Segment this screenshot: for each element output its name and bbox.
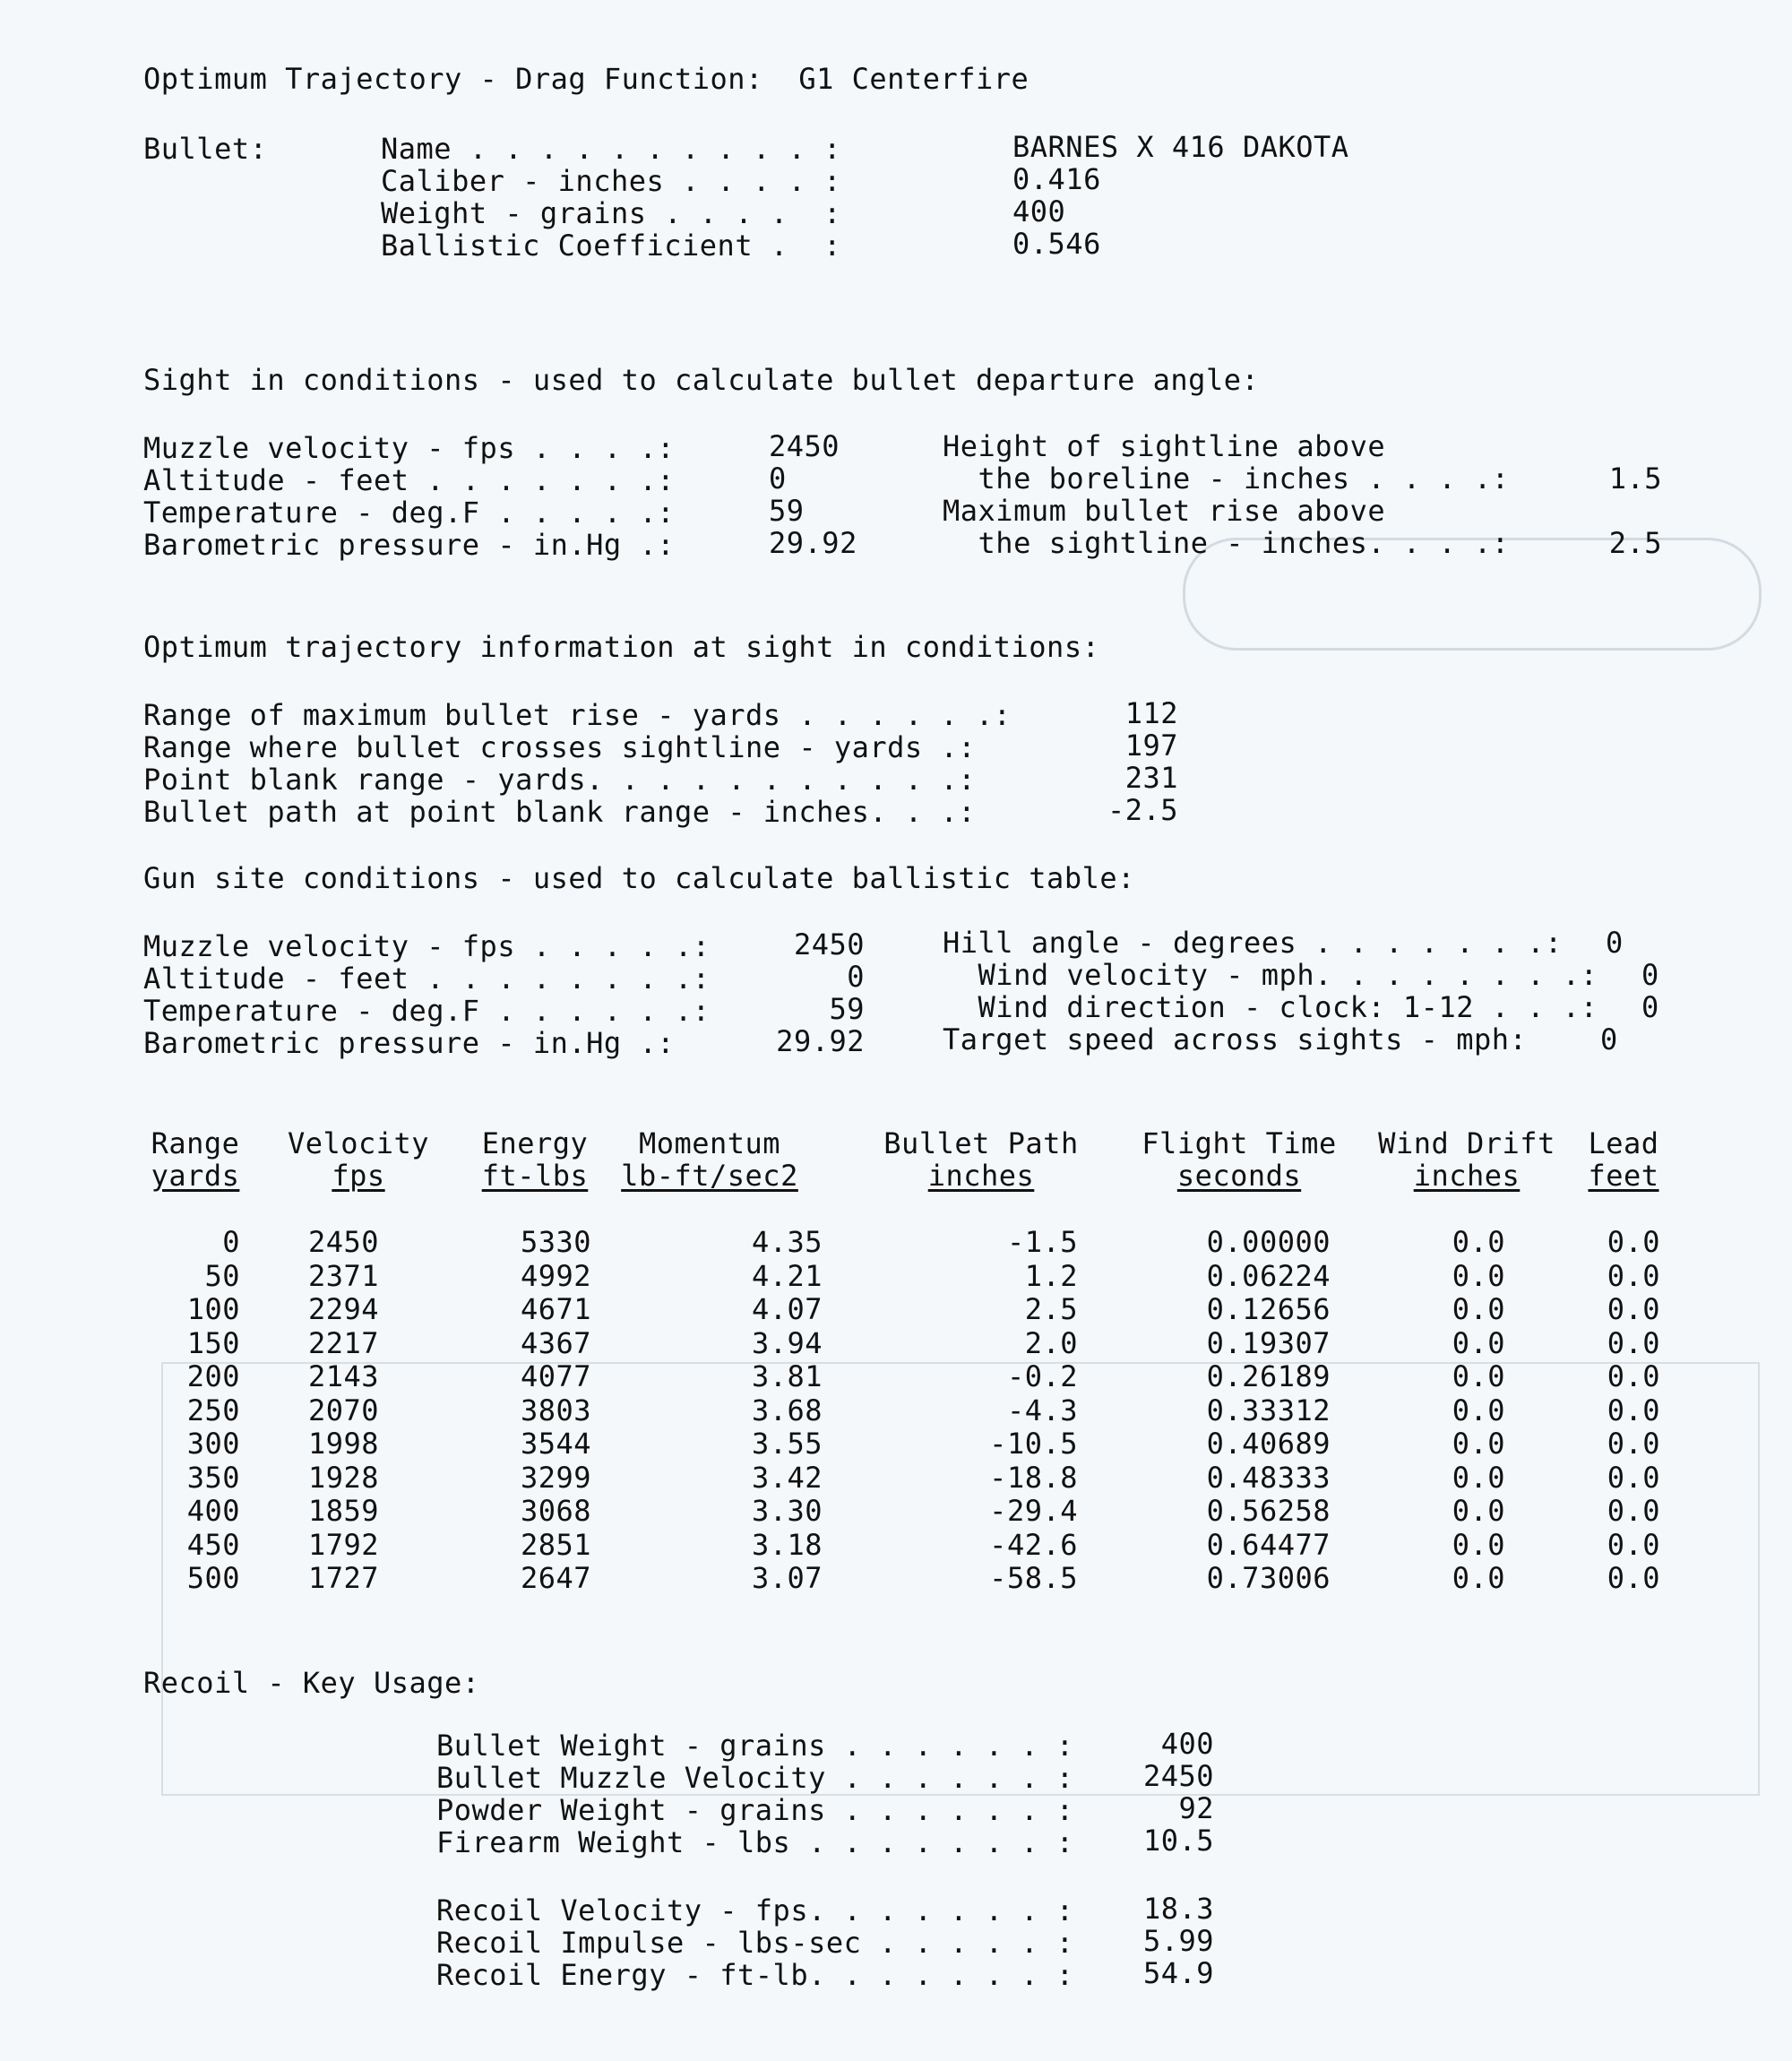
table-cell-velocity: 2070 <box>307 1393 379 1427</box>
table-cell-energy: 3299 <box>520 1460 591 1495</box>
bullet-weight-value: 400 <box>1012 194 1066 229</box>
bullet-caliber-value: 0.416 <box>1012 162 1101 196</box>
recoil-muzzle-velocity-label: Bullet Muzzle Velocity . . . . . . : <box>436 1761 1074 1795</box>
column-unit-momentum: lb-ft/sec2 <box>621 1159 798 1193</box>
table-cell-energy: 2647 <box>520 1561 591 1595</box>
crosses-sightline-label: Range where bullet crosses sightline - yards .: <box>143 730 976 764</box>
table-cell-flight-time: 0.26189 <box>1206 1359 1331 1393</box>
table-cell-velocity: 1727 <box>307 1561 379 1595</box>
target-speed-value: 0 <box>1600 1022 1618 1056</box>
table-cell-lead: 0.0 <box>1607 1460 1660 1495</box>
table-cell-wind-drift: 0.0 <box>1452 1393 1505 1427</box>
table-cell-energy: 3544 <box>520 1427 591 1461</box>
table-cell-range: 250 <box>186 1393 240 1427</box>
max-rise-value: 2.5 <box>1608 526 1662 560</box>
point-blank-path-label: Bullet path at point blank range - inches. . .: <box>143 795 976 829</box>
column-header-momentum: Momentum <box>638 1126 781 1160</box>
point-blank-range-label: Point blank range - yards. . . . . . . . . . .: <box>143 763 976 797</box>
recoil-firearm-weight-label: Firearm Weight - lbs . . . . . . . : <box>436 1825 1074 1859</box>
table-cell-momentum: 3.30 <box>751 1494 823 1528</box>
table-cell-velocity: 2371 <box>307 1258 379 1293</box>
table-cell-wind-drift: 0.0 <box>1452 1325 1505 1360</box>
table-cell-range: 50 <box>204 1258 240 1293</box>
table-cell-bullet-path: -18.8 <box>989 1460 1078 1495</box>
table-cell-lead: 0.0 <box>1607 1225 1660 1259</box>
table-cell-lead: 0.0 <box>1607 1292 1660 1326</box>
column-header-energy: Energy <box>481 1126 589 1160</box>
point-blank-path-value: -2.5 <box>1107 793 1178 827</box>
table-cell-momentum: 3.07 <box>751 1561 823 1595</box>
bullet-name-value: BARNES X 416 DAKOTA <box>1012 130 1349 164</box>
sightline-height-line-1: Height of sightline above <box>943 429 1386 463</box>
table-cell-energy: 4992 <box>520 1258 591 1293</box>
column-unit-velocity: fps <box>332 1159 385 1193</box>
table-cell-wind-drift: 0.0 <box>1452 1225 1505 1259</box>
table-cell-momentum: 4.07 <box>751 1292 823 1326</box>
table-cell-range: 450 <box>186 1527 240 1562</box>
wind-velocity-value: 0 <box>1641 958 1659 992</box>
table-cell-range: 150 <box>186 1325 240 1360</box>
table-cell-lead: 0.0 <box>1607 1325 1660 1360</box>
recoil-heading: Recoil - Key Usage: <box>143 1666 480 1700</box>
table-cell-flight-time: 0.64477 <box>1206 1527 1331 1562</box>
table-cell-energy: 4367 <box>520 1325 591 1360</box>
table-cell-energy: 4077 <box>520 1359 591 1393</box>
gun-site-pressure-label: Barometric pressure - in.Hg .: <box>143 1026 675 1060</box>
hill-angle-value: 0 <box>1606 926 1624 960</box>
table-cell-flight-time: 0.19307 <box>1206 1325 1331 1360</box>
recoil-energy-value: 54.9 <box>1142 1956 1214 1990</box>
column-header-bullet-path: Bullet Path <box>883 1126 1079 1160</box>
table-cell-momentum: 3.81 <box>751 1359 823 1393</box>
recoil-bullet-weight-value: 400 <box>1160 1727 1214 1761</box>
table-cell-bullet-path: 1.2 <box>1024 1258 1078 1293</box>
table-cell-flight-time: 0.73006 <box>1206 1561 1331 1595</box>
table-cell-lead: 0.0 <box>1607 1359 1660 1393</box>
recoil-firearm-weight-value: 10.5 <box>1142 1824 1214 1858</box>
table-cell-flight-time: 0.40689 <box>1206 1427 1331 1461</box>
sight-in-pressure-value: 29.92 <box>769 526 857 560</box>
table-cell-momentum: 3.42 <box>751 1460 823 1495</box>
column-unit-range: yards <box>151 1159 240 1193</box>
column-header-range: Range <box>151 1126 240 1160</box>
gun-site-altitude-value: 0 <box>847 960 865 994</box>
sight-in-velocity-value: 2450 <box>769 429 840 463</box>
table-cell-velocity: 2294 <box>307 1292 379 1326</box>
table-cell-bullet-path: -1.5 <box>1006 1225 1078 1259</box>
table-cell-lead: 0.0 <box>1607 1561 1660 1595</box>
page-title: Optimum Trajectory - Drag Function: G1 Centerfire <box>143 62 1030 96</box>
table-cell-bullet-path: -0.2 <box>1006 1359 1078 1393</box>
table-cell-range: 100 <box>186 1292 240 1326</box>
bullet-section-label: Bullet: <box>143 132 268 166</box>
table-cell-wind-drift: 0.0 <box>1452 1460 1505 1495</box>
table-cell-range: 0 <box>222 1225 240 1259</box>
table-cell-lead: 0.0 <box>1607 1393 1660 1427</box>
table-cell-energy: 2851 <box>520 1527 591 1562</box>
recoil-impulse-value: 5.99 <box>1142 1924 1214 1958</box>
crosses-sightline-value: 197 <box>1124 729 1178 763</box>
gun-site-temperature-value: 59 <box>829 992 865 1026</box>
sight-in-heading: Sight in conditions - used to calculate bullet departure angle: <box>143 363 1260 397</box>
recoil-powder-weight-label: Powder Weight - grains . . . . . . : <box>436 1793 1074 1827</box>
table-cell-flight-time: 0.33312 <box>1206 1393 1331 1427</box>
table-cell-flight-time: 0.56258 <box>1206 1494 1331 1528</box>
column-header-wind-drift: Wind Drift <box>1378 1126 1555 1160</box>
bullet-bc-value: 0.546 <box>1012 227 1101 261</box>
column-unit-lead: feet <box>1588 1159 1659 1193</box>
table-cell-velocity: 2450 <box>307 1225 379 1259</box>
table-cell-range: 400 <box>186 1494 240 1528</box>
table-cell-wind-drift: 0.0 <box>1452 1494 1505 1528</box>
table-cell-flight-time: 0.12656 <box>1206 1292 1331 1326</box>
column-unit-wind-drift: inches <box>1413 1159 1521 1193</box>
sightline-height-value: 1.5 <box>1608 461 1662 496</box>
gun-site-altitude-label: Altitude - feet . . . . . . . .: <box>143 962 711 996</box>
table-cell-bullet-path: 2.5 <box>1024 1292 1078 1326</box>
table-cell-lead: 0.0 <box>1607 1494 1660 1528</box>
sight-in-altitude-label: Altitude - feet . . . . . . .: <box>143 463 675 497</box>
table-cell-velocity: 1859 <box>307 1494 379 1528</box>
table-cell-momentum: 3.94 <box>751 1325 823 1360</box>
recoil-energy-label: Recoil Energy - ft-lb. . . . . . . : <box>436 1958 1074 1992</box>
bullet-bc-label: Ballistic Coefficient . : <box>381 229 841 263</box>
table-cell-energy: 4671 <box>520 1292 591 1326</box>
wind-direction-value: 0 <box>1641 990 1659 1024</box>
table-cell-lead: 0.0 <box>1607 1527 1660 1562</box>
sight-in-velocity-label: Muzzle velocity - fps . . . .: <box>143 431 675 465</box>
table-cell-bullet-path: -58.5 <box>989 1561 1078 1595</box>
table-cell-energy: 3068 <box>520 1494 591 1528</box>
bullet-caliber-label: Caliber - inches . . . . : <box>381 164 841 198</box>
table-cell-flight-time: 0.06224 <box>1206 1258 1331 1293</box>
table-cell-bullet-path: -29.4 <box>989 1494 1078 1528</box>
wind-direction-label: Wind direction - clock: 1-12 . . .: <box>943 990 1598 1024</box>
gun-site-pressure-value: 29.92 <box>776 1024 865 1058</box>
table-cell-velocity: 1928 <box>307 1460 379 1495</box>
column-unit-flight-time: seconds <box>1176 1159 1302 1193</box>
max-rise-range-label: Range of maximum bullet rise - yards . . . . . .: <box>143 698 1012 732</box>
target-speed-label: Target speed across sights - mph: <box>943 1022 1528 1056</box>
table-cell-flight-time: 0.00000 <box>1206 1225 1331 1259</box>
gun-site-heading: Gun site conditions - used to calculate ballistic table: <box>143 861 1135 895</box>
table-cell-bullet-path: -10.5 <box>989 1427 1078 1461</box>
point-blank-range-value: 231 <box>1124 761 1178 795</box>
sight-in-pressure-label: Barometric pressure - in.Hg .: <box>143 528 675 562</box>
recoil-powder-weight-value: 92 <box>1178 1791 1214 1825</box>
table-cell-wind-drift: 0.0 <box>1452 1527 1505 1562</box>
table-cell-range: 200 <box>186 1359 240 1393</box>
gun-site-velocity-value: 2450 <box>793 927 865 962</box>
table-cell-energy: 3803 <box>520 1393 591 1427</box>
column-header-lead: Lead <box>1588 1126 1659 1160</box>
table-cell-wind-drift: 0.0 <box>1452 1292 1505 1326</box>
gun-site-temperature-label: Temperature - deg.F . . . . . .: <box>143 994 711 1028</box>
max-rise-range-value: 112 <box>1124 696 1178 730</box>
max-rise-line-1: Maximum bullet rise above <box>943 494 1386 528</box>
optimum-heading: Optimum trajectory information at sight in conditions: <box>143 630 1100 664</box>
bullet-weight-label: Weight - grains . . . . : <box>381 196 841 230</box>
column-header-velocity: Velocity <box>287 1126 430 1160</box>
gun-site-velocity-label: Muzzle velocity - fps . . . . .: <box>143 929 711 963</box>
recoil-velocity-label: Recoil Velocity - fps. . . . . . . : <box>436 1893 1074 1927</box>
table-cell-momentum: 3.68 <box>751 1393 823 1427</box>
table-cell-range: 300 <box>186 1427 240 1461</box>
table-cell-momentum: 3.55 <box>751 1427 823 1461</box>
table-cell-range: 350 <box>186 1460 240 1495</box>
table-cell-range: 500 <box>186 1561 240 1595</box>
table-cell-wind-drift: 0.0 <box>1452 1258 1505 1293</box>
table-cell-bullet-path: -42.6 <box>989 1527 1078 1562</box>
table-cell-momentum: 4.21 <box>751 1258 823 1293</box>
table-cell-lead: 0.0 <box>1607 1427 1660 1461</box>
recoil-muzzle-velocity-value: 2450 <box>1142 1759 1214 1793</box>
table-cell-wind-drift: 0.0 <box>1452 1561 1505 1595</box>
column-unit-energy: ft-lbs <box>481 1159 589 1193</box>
column-header-flight-time: Flight Time <box>1142 1126 1337 1160</box>
table-cell-velocity: 1792 <box>307 1527 379 1562</box>
sight-in-temperature-value: 59 <box>769 494 805 528</box>
bullet-name-label: Name . . . . . . . . . . : <box>381 132 841 166</box>
sight-in-altitude-value: 0 <box>769 461 787 496</box>
table-cell-velocity: 1998 <box>307 1427 379 1461</box>
table-cell-momentum: 4.35 <box>751 1225 823 1259</box>
sightline-height-line-2: the boreline - inches . . . .: <box>943 461 1510 496</box>
table-cell-velocity: 2143 <box>307 1359 379 1393</box>
hill-angle-label: Hill angle - degrees . . . . . . .: <box>943 926 1563 960</box>
sight-in-temperature-label: Temperature - deg.F . . . . .: <box>143 496 675 530</box>
table-cell-bullet-path: -4.3 <box>1006 1393 1078 1427</box>
table-cell-flight-time: 0.48333 <box>1206 1460 1331 1495</box>
table-cell-bullet-path: 2.0 <box>1024 1325 1078 1360</box>
table-cell-velocity: 2217 <box>307 1325 379 1360</box>
table-cell-wind-drift: 0.0 <box>1452 1359 1505 1393</box>
table-cell-wind-drift: 0.0 <box>1452 1427 1505 1461</box>
table-cell-lead: 0.0 <box>1607 1258 1660 1293</box>
recoil-velocity-value: 18.3 <box>1142 1892 1214 1926</box>
recoil-bullet-weight-label: Bullet Weight - grains . . . . . . : <box>436 1729 1074 1763</box>
column-unit-bullet-path: inches <box>927 1159 1035 1193</box>
max-rise-line-2: the sightline - inches. . . .: <box>943 526 1510 560</box>
recoil-impulse-label: Recoil Impulse - lbs-sec . . . . . : <box>436 1926 1074 1960</box>
table-cell-energy: 5330 <box>520 1225 591 1259</box>
table-cell-momentum: 3.18 <box>751 1527 823 1562</box>
wind-velocity-label: Wind velocity - mph. . . . . . . .: <box>943 958 1598 992</box>
